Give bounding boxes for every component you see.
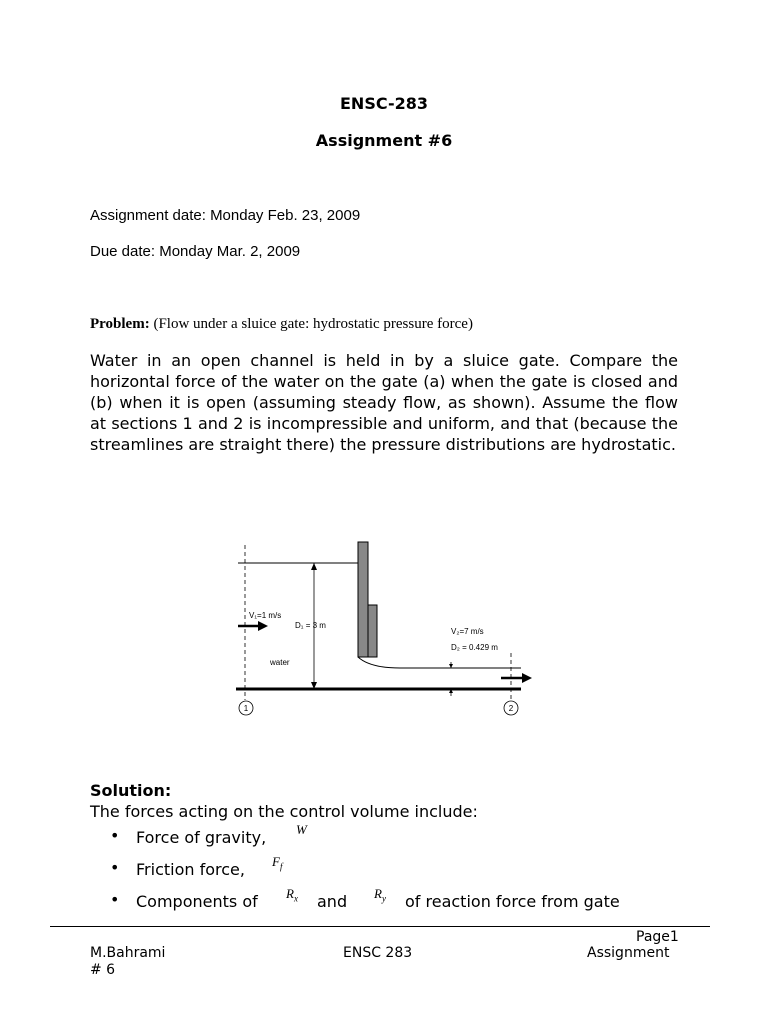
problem-text: Water in an open channel is held in by a sluice gate. Compare the horizontal force of the water on the gate (a) when the gate is closed and (b) when it is open (assuming steady flow, as shown). Assume the flow at sections 1 and 2 is incompressible and uniform, and that (because the streamlines are straight there) the pressure distributions are hydrostatic. [90,351,678,454]
bullet-tail: of reaction force from gate [405,892,620,911]
water-label: water [270,658,290,667]
symbol-rx: $R_x$ [286,886,298,904]
assignment-date: Assignment date: Monday Feb. 23, 2009 [90,207,361,224]
solution-heading: Solution: [90,781,172,800]
symbol-w: W [296,822,307,837]
v1-label: V₁=1 m/s [249,611,282,620]
d1-arrow-top [311,563,317,570]
forces-list [110,822,710,922]
bullet-and: and [317,892,348,911]
solution-intro: The forces acting on the control volume include: [90,802,478,821]
bullet-icon: • [110,890,120,909]
d1-label: D₁ = 3 m [295,621,326,630]
bullet-text: Components of [136,892,258,911]
section1-label: 1 [243,704,249,713]
sluice-gate-figure [230,535,540,725]
footer-assignment-number: # 6 [90,962,116,978]
bullet-text: Force of gravity, [136,828,267,847]
assignment-title: Assignment #6 [315,131,453,150]
course-title: ENSC-283 [340,94,428,113]
symbol-ff: $F_f$ [272,854,283,872]
downstream-surface [358,657,521,668]
problem-line [90,316,473,333]
page-number: Page1 [636,929,679,945]
due-date: Due date: Monday Mar. 2, 2009 [90,243,301,260]
sluice-gate [358,542,368,657]
problem-label: Problem: [90,316,150,332]
bullet-icon: • [110,858,120,877]
symbol-ry: $R_y$ [374,886,386,904]
footer-course: ENSC 283 [343,945,413,961]
d2-arrow-top [449,664,453,668]
footer-author: M.Bahrami [90,945,166,961]
bullet-text: Friction force, [136,860,245,879]
footer-assignment: Assignment [587,945,670,961]
list-item [110,886,710,922]
v2-label: V₂=7 m/s [451,627,484,636]
list-item [110,854,710,890]
footer-divider [50,926,710,927]
gate-support [368,605,377,657]
problem-subtitle: (Flow under a sluice gate: hydrostatic pressure force) [153,316,473,332]
v1-arrow-head [258,621,268,631]
list-item [110,822,710,858]
d2-label: D₂ = 0.429 m [451,643,498,652]
section2-label: 2 [508,704,514,713]
v2-arrow-head [522,673,532,683]
bullet-icon: • [110,826,120,845]
